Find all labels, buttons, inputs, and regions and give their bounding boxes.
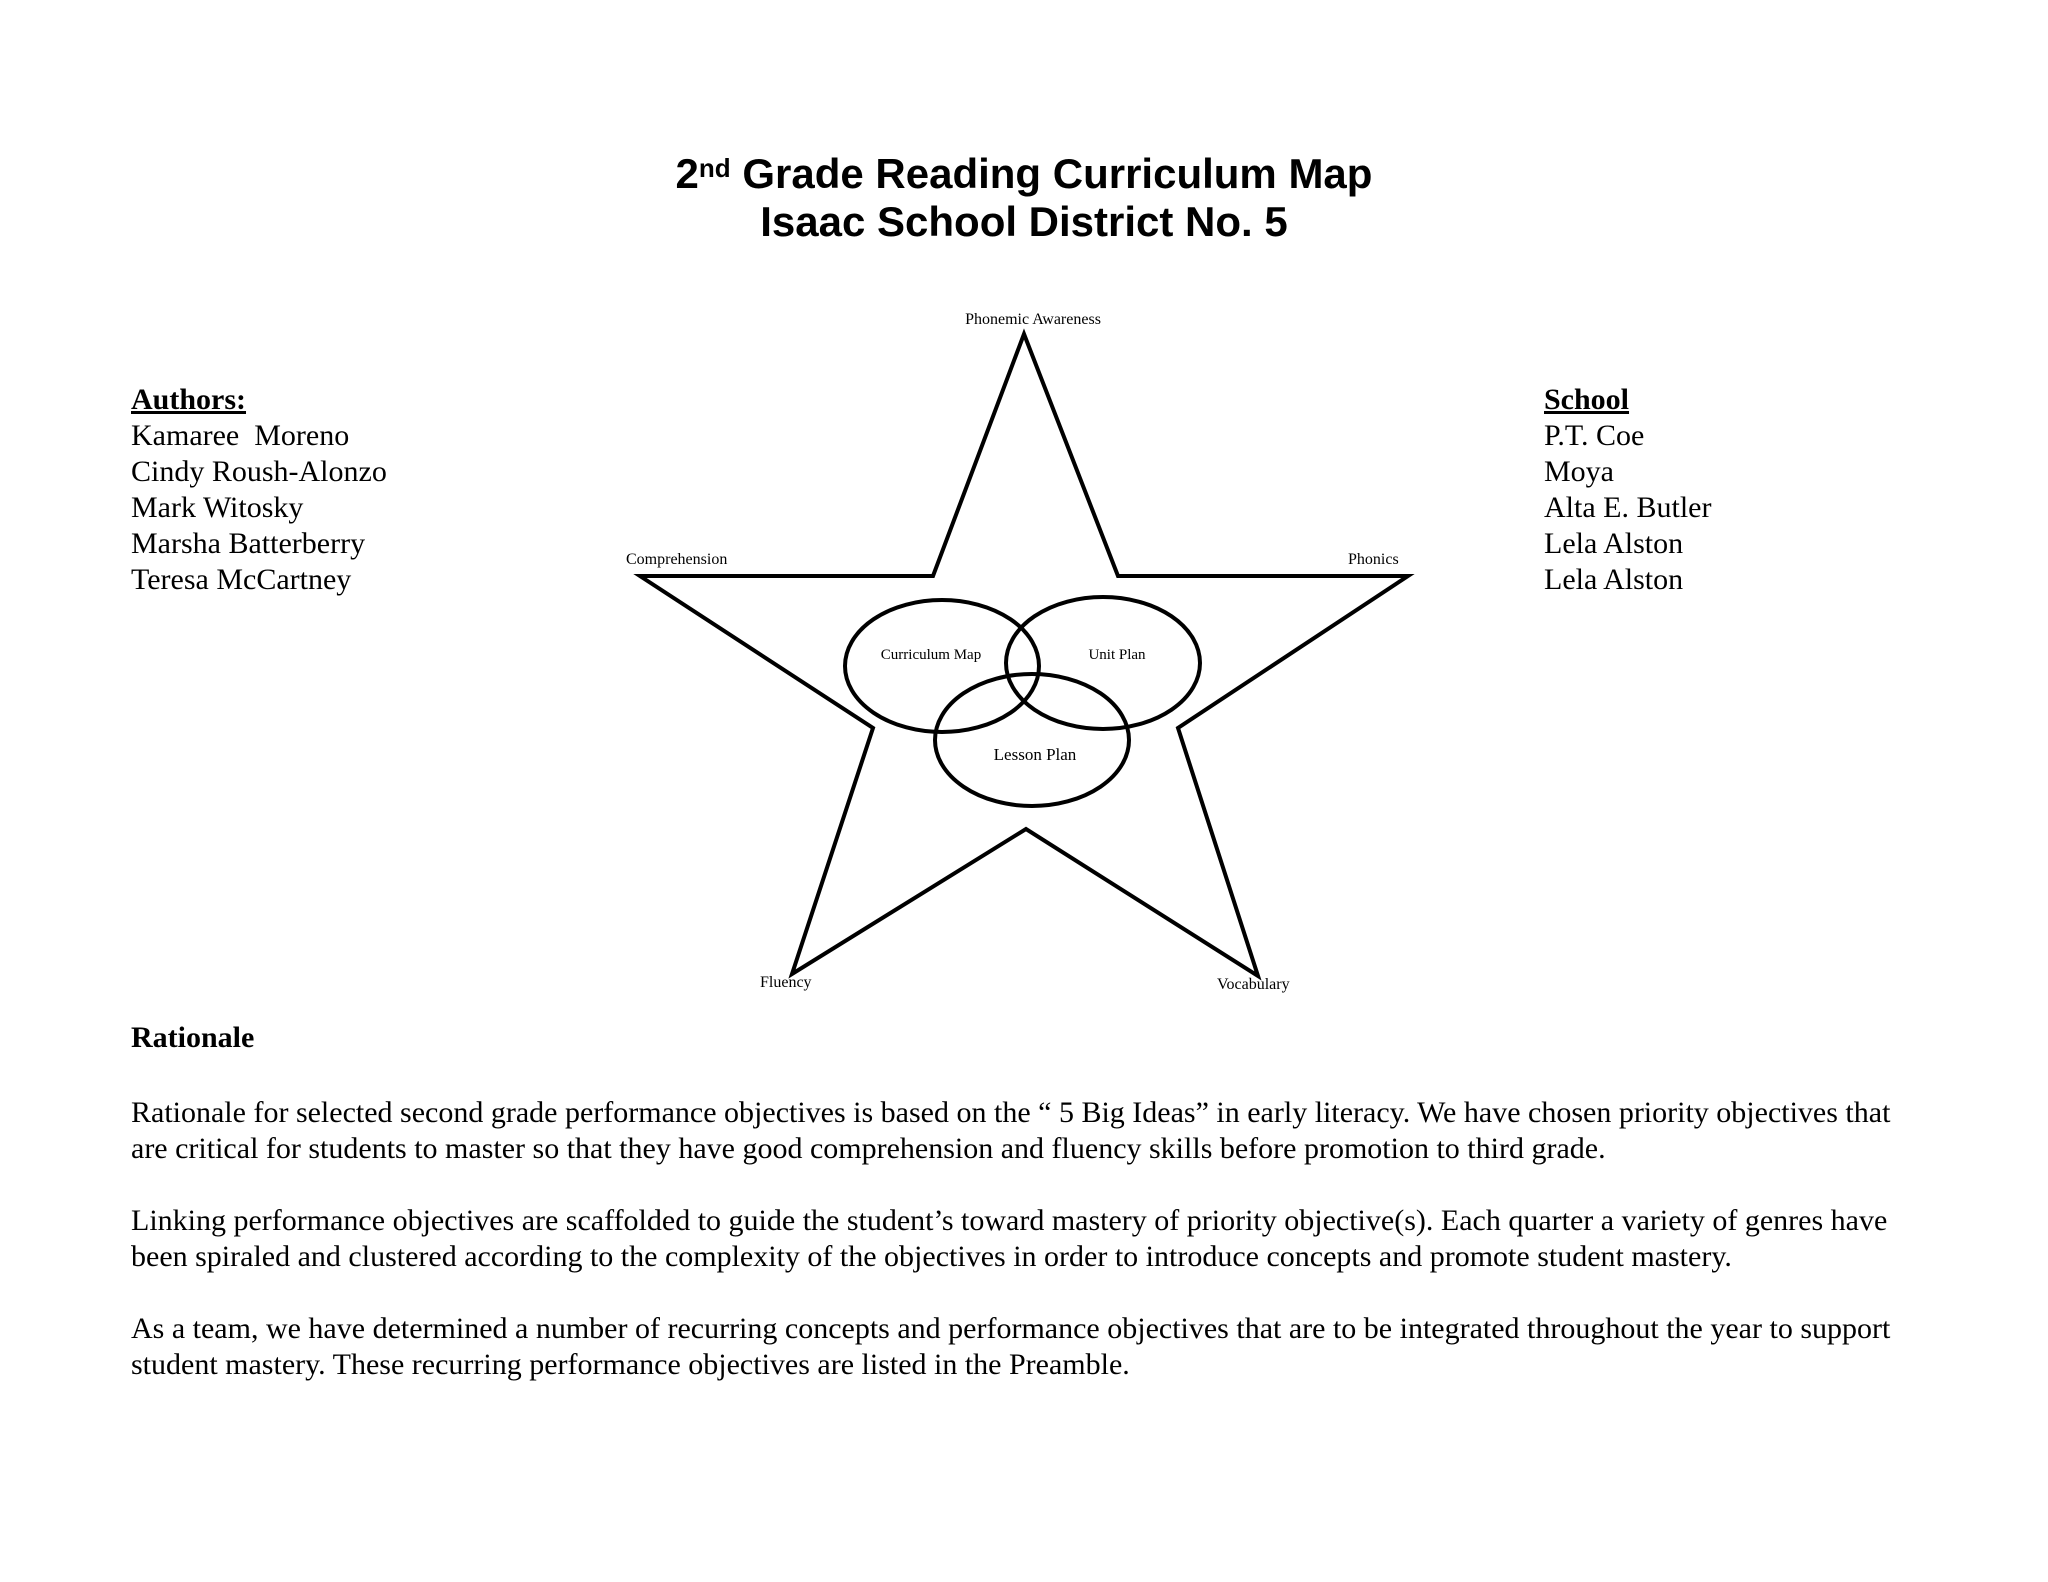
star-outline: [640, 334, 1408, 976]
rationale-paragraph: As a team, we have determined a number of recurring concepts and performance objectives that are to be integrated throughout the year to support student mastery. These recurring performance objectives are listed in the Preamble.: [131, 1312, 1891, 1381]
rationale-heading: Rationale: [131, 1021, 255, 1054]
circle-unit-plan: [1006, 597, 1200, 729]
rationale-paragraph: Linking performance objectives are scaffolded to guide the student’s toward mastery of priority objective(s). Each quarter a variety of genres have been spiraled and clustered according to the complexity of the objectives in order to introduce concepts and promote student mastery.: [131, 1204, 1888, 1273]
author-name: Marsha Batterberry: [131, 527, 366, 560]
label-fluency: Fluency: [760, 974, 812, 991]
authors-heading: Authors:: [131, 383, 247, 416]
rationale-paragraph: Rationale for selected second grade performance objectives is based on the “ 5 Big Ideas” in early literacy. We have chosen priority objectives that are critical for students to master so that they have good comprehension and fluency skills before promotion to third grade.: [131, 1096, 1891, 1165]
school-name: Alta E. Butler: [1544, 491, 1712, 524]
author-name: Cindy Roush-Alonzo: [131, 455, 387, 488]
author-name: Teresa McCartney: [131, 563, 352, 596]
title-grade-number: 2: [675, 150, 699, 197]
five-big-ideas-star-diagram: [600, 300, 1450, 1000]
author-name: Kamaree Moreno: [131, 419, 350, 452]
label-vocabulary: Vocabulary: [1217, 976, 1290, 993]
label-unit-plan: Unit Plan: [1088, 647, 1146, 663]
school-heading: School: [1544, 383, 1630, 416]
schools-block: [1544, 382, 1711, 598]
label-phonics: Phonics: [1348, 551, 1399, 568]
school-name: Lela Alston: [1544, 563, 1684, 596]
label-comprehension: Comprehension: [626, 551, 728, 568]
author-name: Mark Witosky: [131, 491, 304, 524]
label-curriculum-map: Curriculum Map: [880, 647, 982, 663]
label-lesson-plan: Lesson Plan: [993, 745, 1077, 764]
title-grade-text: Grade Reading Curriculum Map: [730, 150, 1373, 197]
page-title-line1: [0, 150, 2048, 198]
page-title-line2: Isaac School District No. 5: [760, 198, 1288, 245]
school-name: P.T. Coe: [1544, 419, 1645, 452]
title-grade-ordinal: nd: [698, 153, 731, 183]
school-name: Lela Alston: [1544, 527, 1684, 560]
school-name: Moya: [1544, 455, 1614, 488]
authors-block: [131, 382, 387, 598]
label-phonemic-awareness: Phonemic Awareness: [965, 311, 1101, 328]
